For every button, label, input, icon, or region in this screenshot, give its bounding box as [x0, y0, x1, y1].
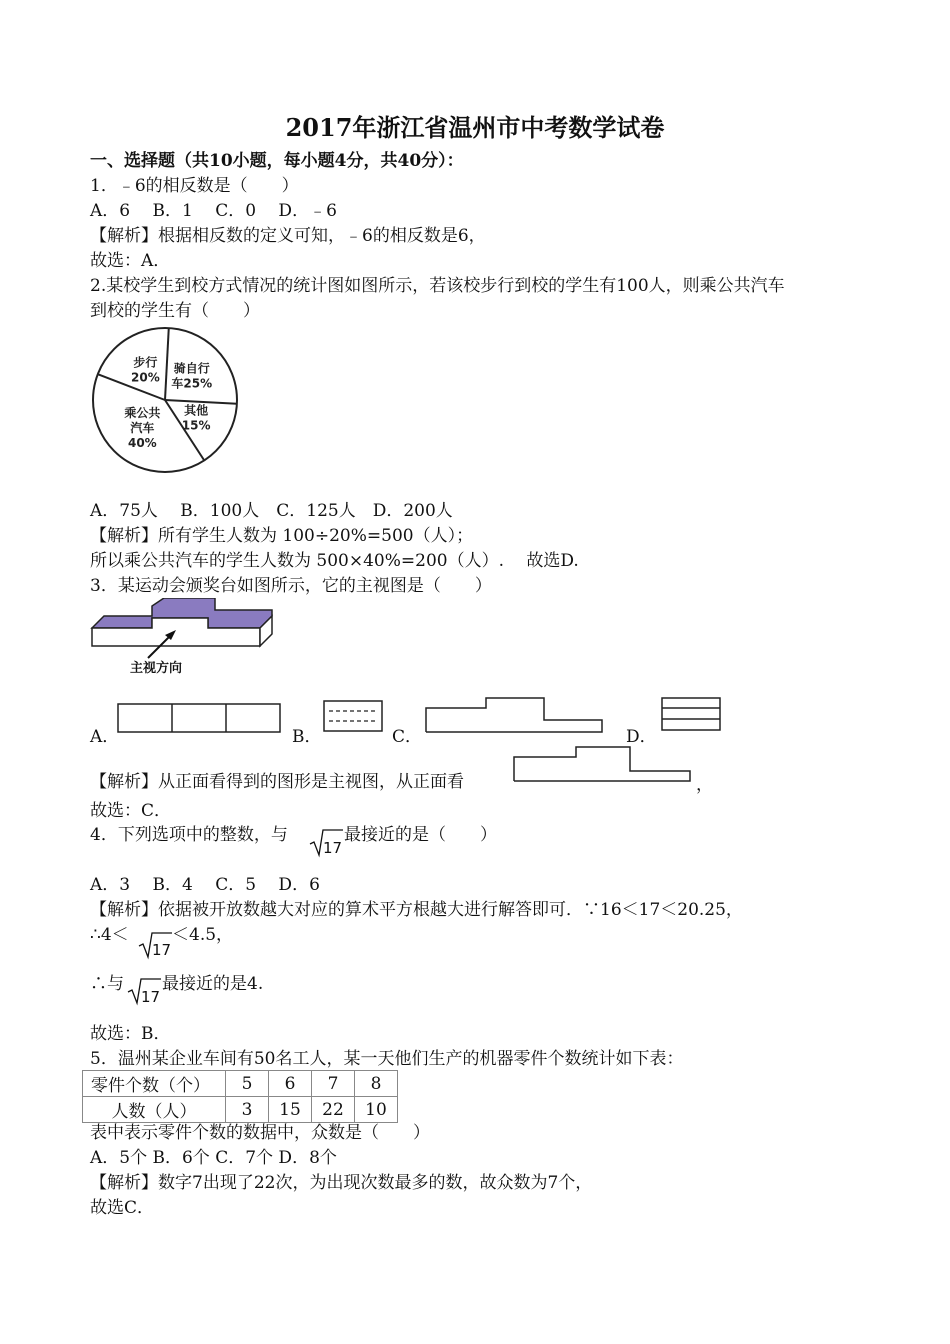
page-title: 2017年浙江省温州市中考数学试卷 — [285, 113, 665, 142]
table-row — [83, 1071, 398, 1097]
q5-options: A．5个 B．6个 C．7个 D．8个 — [90, 1148, 337, 1168]
pie-slice-label: 乘公共 — [124, 405, 161, 420]
pie-slice-label: 步行 — [133, 355, 158, 370]
table-cell: 7 — [312, 1071, 355, 1097]
q5-data-table — [82, 1070, 398, 1123]
q2-analysis-line1: 【解析】所有学生人数为 100÷20%=500（人）； — [90, 526, 474, 546]
q2-analysis-line2: 所以乘公共汽车的学生人数为 500×40%=200（人）. 故选D. — [90, 551, 579, 571]
table-row — [83, 1097, 398, 1123]
table-cell: 3 — [226, 1097, 269, 1123]
q5-question: 表中表示零件个数的数据中，众数是（ ） — [90, 1123, 430, 1143]
q4-line2-a: ∴4＜ — [90, 925, 129, 945]
pie-slice-label: 其他 — [184, 403, 209, 418]
q4-sqrt17-stem — [308, 824, 344, 858]
q1-options: A．6 B．1 C．0 D．﹣6 — [90, 201, 337, 221]
q2-options: A．75人 B．100人 C．125人 D．200人 — [90, 501, 453, 521]
q3-option-d-label: D． — [626, 727, 657, 747]
q4-line3-a: ∴与 — [90, 974, 124, 994]
table-cell: 5 — [226, 1071, 269, 1097]
table-cell: 8 — [355, 1071, 398, 1097]
q3-stem: 3．某运动会颁奖台如图所示，它的主视图是（ ） — [90, 576, 492, 596]
pie-slice-label: 骑自行 — [173, 361, 210, 376]
svg-text:17: 17 — [141, 988, 161, 1006]
q5-answer: 故选C． — [90, 1198, 155, 1218]
table-cell: 22 — [312, 1097, 355, 1123]
pie-slice-label: 40% — [127, 435, 157, 450]
q4-answer: 故选：B． — [90, 1024, 171, 1044]
pie-slice-label: 汽车 — [130, 420, 155, 435]
q3-option-b-figure — [323, 700, 385, 734]
pie-slice-label: 15% — [181, 418, 211, 433]
pie-slice-label: 车25% — [171, 376, 213, 391]
q4-line2-b: ＜4.5， — [172, 925, 234, 945]
q2-stem-line1: 2.某校学生到校方式情况的统计图如图所示，若该校步行到校的学生有100人，则乘公共汽车 — [90, 276, 785, 296]
q3-analysis-comma: ， — [696, 775, 713, 795]
q2-stem-line2: 到校的学生有（ ） — [90, 301, 260, 321]
direction-label: 主视方向 — [130, 661, 183, 676]
q1-stem: 1．﹣6的相反数是（ ） — [90, 176, 299, 196]
q3-answer: 故选：C． — [90, 801, 172, 821]
pie-slice-boundary — [165, 328, 169, 400]
q3-option-c-label: C． — [392, 727, 423, 747]
table-cell: 6 — [269, 1071, 312, 1097]
q3-option-a-label: A． — [90, 727, 120, 747]
q3-analysis-figure — [512, 745, 694, 783]
section-heading: 一、选择题（共10小题，每小题4分，共40分）： — [90, 151, 464, 171]
q3-analysis: 【解析】从正面看得到的图形是主视图，从正面看 — [90, 772, 464, 792]
q4-stem-b: 最接近的是（ ） — [344, 825, 497, 845]
svg-text:17: 17 — [323, 839, 343, 857]
table-cell: 零件个数（个） — [83, 1071, 226, 1097]
q2-pie-chart — [90, 325, 240, 475]
q4-line3-b: 最接近的是4. — [162, 974, 264, 994]
q4-sqrt17-line3 — [126, 974, 162, 1006]
q5-stem: 5．温州某企业车间有50名工人，某一天他们生产的机器零件个数统计如下表： — [90, 1049, 684, 1069]
q5-analysis: 【解析】数字7出现了22次，为出现次数最多的数，故众数为7个， — [90, 1173, 593, 1193]
table-cell: 10 — [355, 1097, 398, 1123]
q3-option-d-figure — [661, 697, 723, 733]
q1-answer: 故选：A． — [90, 251, 171, 271]
q4-analysis: 【解析】依据被开放数越大对应的算术平方根越大进行解答即可．∵16＜17＜20.25， — [90, 900, 743, 920]
table-cell: 15 — [269, 1097, 312, 1123]
q4-options: A．3 B．4 C．5 D．6 — [90, 875, 320, 895]
q3-podium-figure — [90, 598, 280, 680]
table-cell: 人数（人） — [83, 1097, 226, 1123]
q1-analysis: 【解析】根据相反数的定义可知，﹣6的相反数是6， — [90, 226, 486, 246]
svg-text:17: 17 — [152, 941, 172, 959]
pie-slice-label: 20% — [131, 370, 160, 385]
q4-stem-a: 4．下列选项中的整数，与 — [90, 825, 288, 845]
q3-option-a-figure — [117, 703, 283, 735]
q3-option-b-label: B． — [292, 727, 322, 747]
q4-sqrt17-line2 — [137, 930, 173, 960]
q3-option-c-figure — [424, 696, 604, 734]
